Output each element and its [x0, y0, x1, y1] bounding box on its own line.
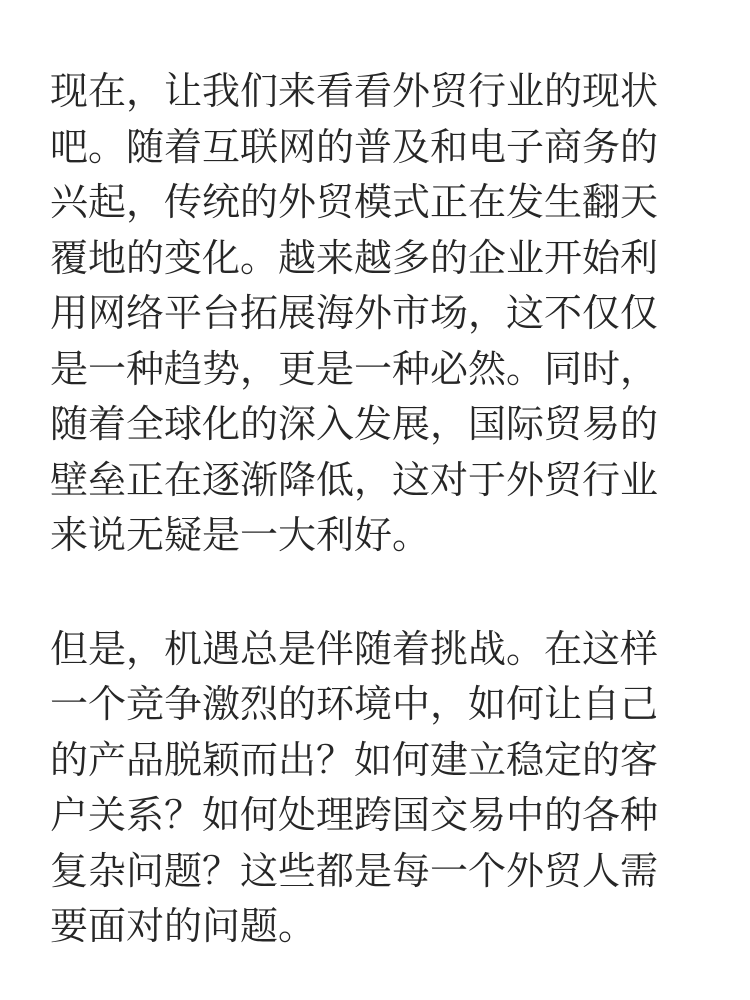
- text-line: 用网络平台拓展海外市场，这不仅仅: [50, 291, 659, 335]
- text-line: 吧。随着互联网的普及和电子商务的: [50, 124, 659, 169]
- text-line: 但是，机遇总是伴随着挑战。在这样: [50, 626, 659, 671]
- paragraph-1: [50, 64, 700, 564]
- text-line: 随着全球化的深入发展，国际贸易的: [50, 402, 659, 446]
- text-line: 复杂问题？这些都是每一个外贸人需: [50, 848, 659, 893]
- text-line: 要面对的问题。: [50, 904, 317, 948]
- paragraph-2: [50, 622, 700, 955]
- text-line: 现在，让我们来看看外贸行业的现状: [50, 69, 659, 113]
- text-line: 的产品脱颖而出？如何建立稳定的客: [50, 737, 659, 782]
- text-line: 来说无疑是一大利好。: [50, 513, 431, 557]
- text-line: 一个竞争激烈的环境中，如何让自己: [50, 682, 659, 726]
- text-line: 户关系？如何处理跨国交易中的各种: [50, 793, 659, 837]
- text-line: 壁垒正在逐渐降低，这对于外贸行业: [50, 457, 659, 502]
- text-line: 覆地的变化。越来越多的企业开始利: [50, 235, 659, 280]
- paragraph-spacer: [50, 564, 700, 622]
- article-body: [50, 64, 700, 955]
- text-line: 是一种趋势，更是一种必然。同时，: [50, 346, 659, 391]
- text-line: 兴起，传统的外贸模式正在发生翻天: [50, 180, 659, 224]
